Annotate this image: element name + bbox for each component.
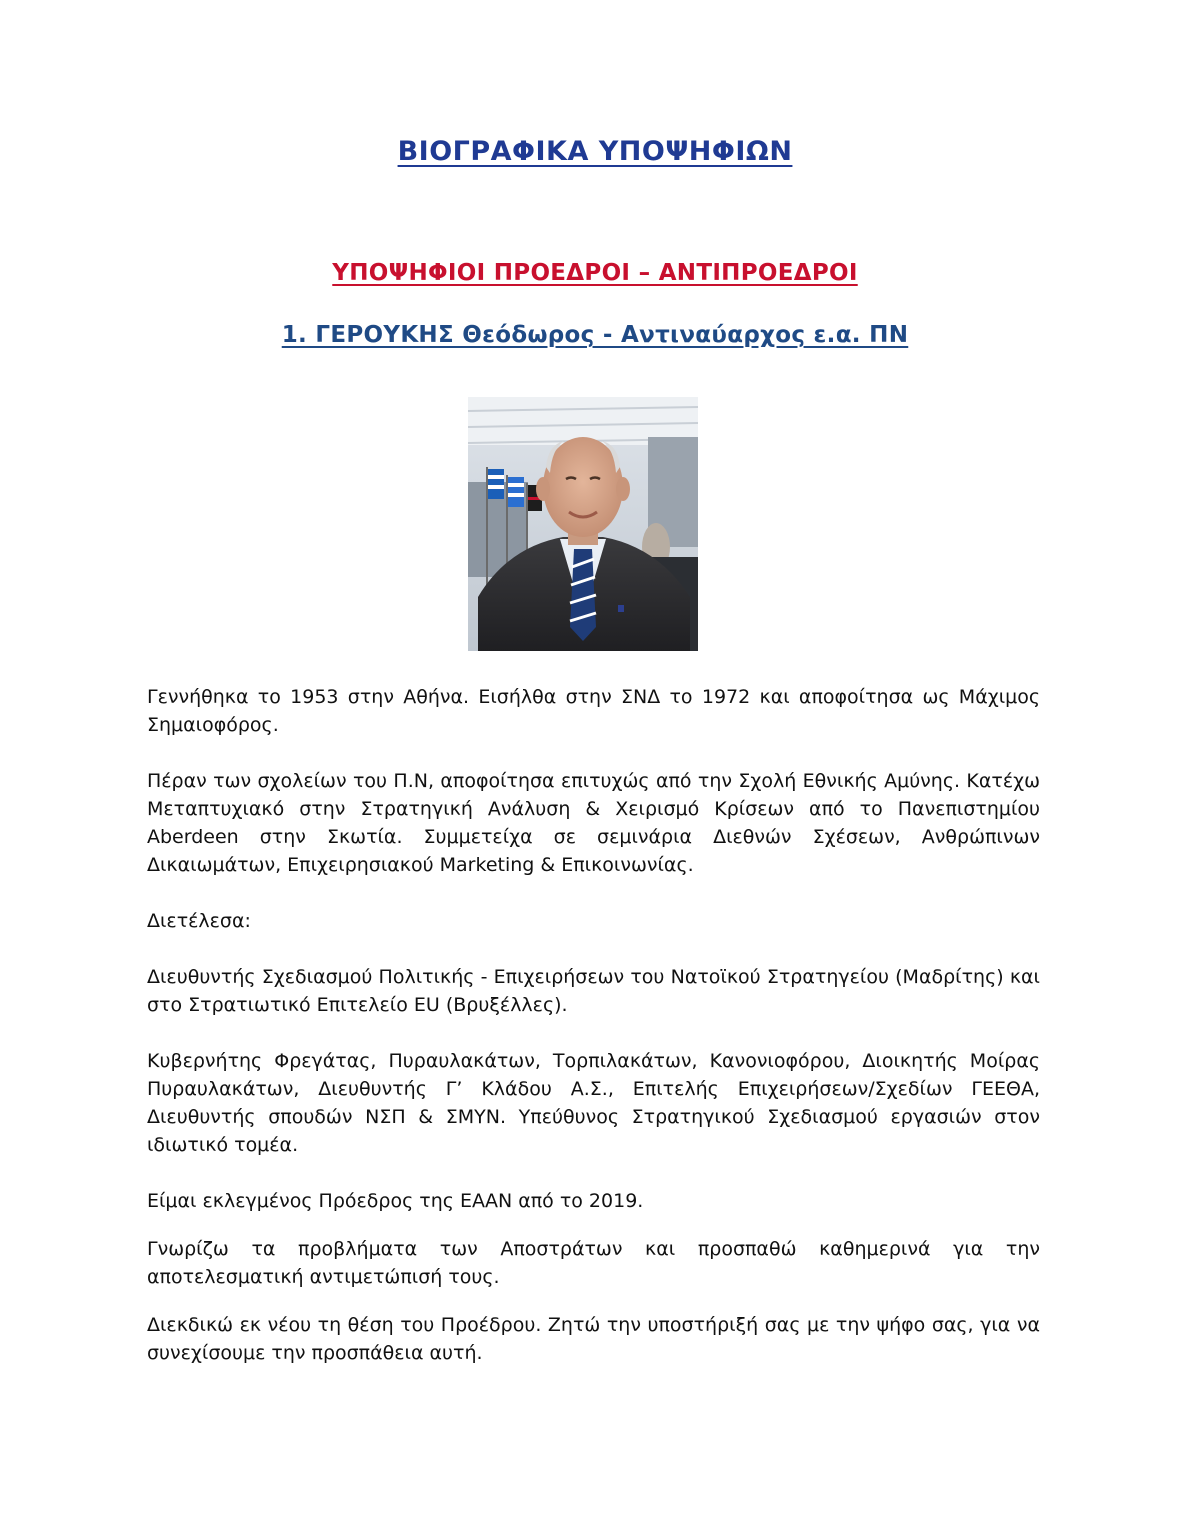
biography-paragraph: Διευθυντής Σχεδιασμού Πολιτικής - Επιχειρήσεων του Νατοϊκού Στρατηγείου (Μαδρίτης) και στο Στρατιωτικό Επιτελείο EU (Βρυξέλλες).: [147, 966, 1040, 1016]
biography-paragraph: Γεννήθηκα το 1953 στην Αθήνα. Εισήλθα στην ΣΝΔ το 1972 και αποφοίτησα ως Μάχιμος Σημαιοφόρος.: [147, 686, 1040, 736]
biography-paragraph: Είμαι εκλεγμένος Πρόεδρος της ΕΑΑΝ από το 2019.: [147, 1190, 644, 1212]
biography-paragraph: Διεκδικώ εκ νέου τη θέση του Προέδρου. Ζητώ την υποστήριξή σας με την ψήφο σας, για να συνεχίσουμε την προσπάθεια αυτή.: [147, 1314, 1040, 1364]
biography-paragraph: Πέραν των σχολείων του Π.Ν, αποφοίτησα επιτυχώς από την Σχολή Εθνικής Αμύνης. Κατέχω Μεταπτυχιακό στην Στρατηγική Ανάλυση & Χειρισμό Κρίσεων από το Πανεπιστημίου Aberdeen στην Σκωτία. Συμμετείχα σε σεμινάρια Διεθνών Σχέσεων, Ανθρώπινων Δικαιωμάτων, Επιχειρησιακού Marketing & Επικοινωνίας.: [147, 770, 1040, 876]
portrait-illustration: [468, 397, 698, 651]
main-title: ΒΙΟΓΡΑΦΙΚΑ ΥΠΟΨΗΦΙΩΝ: [397, 136, 793, 167]
biography-paragraph: Κυβερνήτης Φρεγάτας, Πυραυλακάτων, Τορπιλακάτων, Κανονιοφόρου, Διοικητής Μοίρας Πυραυλακάτων, Διευθυντής Γ’ Κλάδου Α.Σ., Επιτελής Επιχειρήσεων/Σχεδίων ΓΕΕΘΑ, Διευθυντής σπουδών ΝΣΠ & ΣΜΥΝ. Υπεύθυνος Στρατηγικού Σχεδιασμού εργασιών στον ιδιωτικό τομέα.: [147, 1050, 1040, 1156]
biography-text: [147, 683, 1040, 1395]
biography-paragraph: Διετέλεσα:: [147, 910, 251, 932]
section-title: ΥΠΟΨΗΦΙΟΙ ΠΡΟΕΔΡΟΙ – ΑΝΤΙΠΡΟΕΔΡΟΙ: [332, 260, 858, 286]
candidate-portrait-photo: [468, 397, 698, 651]
candidate-title: 1. ΓΕΡΟΥΚΗΣ Θεόδωρος - Αντιναύαρχος ε.α. ΠΝ: [281, 322, 909, 348]
biography-paragraph: Γνωρίζω τα προβλήματα των Αποστράτων και προσπαθώ καθημερινά για την αποτελεσματική αντιμετώπισή τους.: [147, 1238, 1040, 1288]
